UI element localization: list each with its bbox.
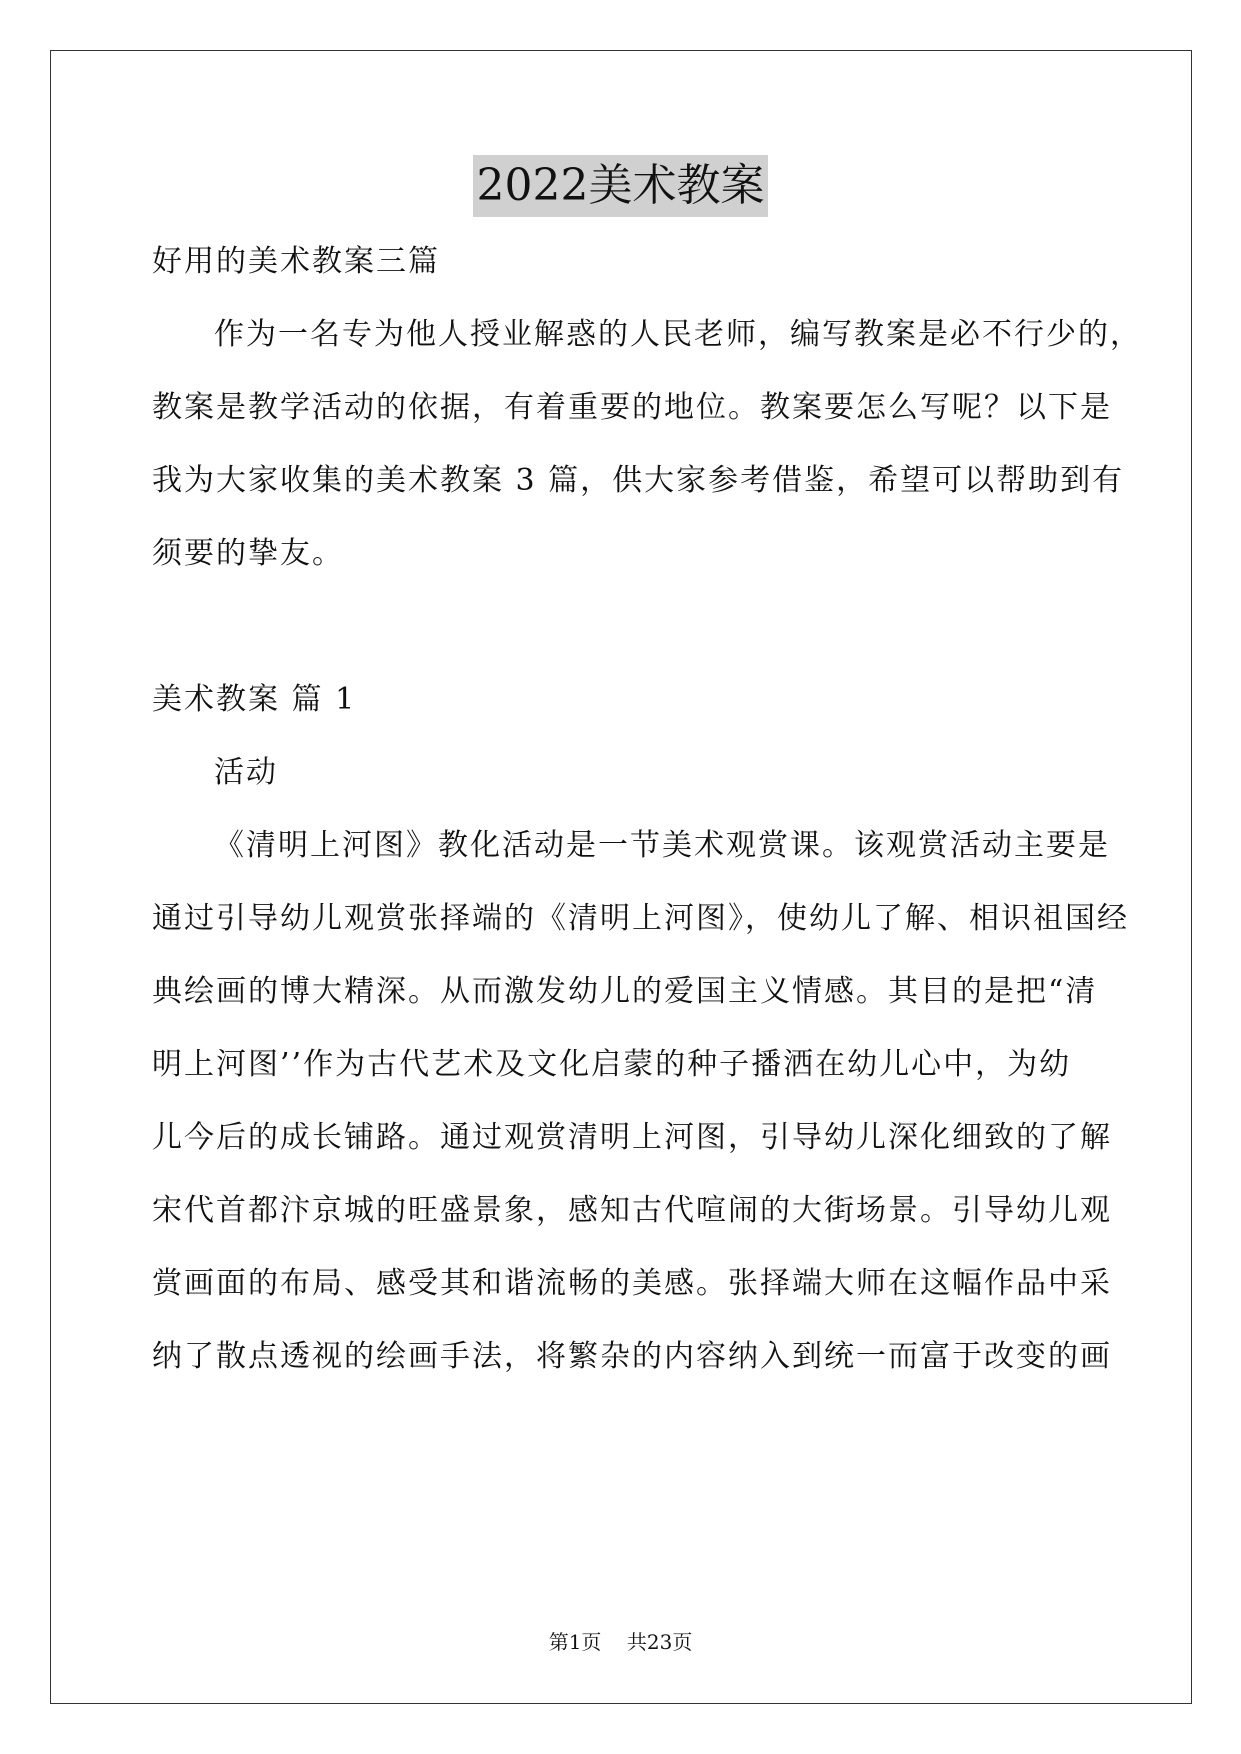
document-title: 2022美术教案 (473, 155, 769, 217)
body-line-4: 明上河图’’作为古代艺术及文化启蒙的种子播洒在幼儿心中，为幼 (152, 1047, 1072, 1082)
page-number: 1 (568, 1630, 582, 1654)
total-label-prefix: 共 (626, 1630, 647, 1654)
body-line-7: 赏画面的布局、感受其和谐流畅的美感。张择端大师在这幅作品中采 (152, 1266, 1112, 1301)
page-footer (0, 1628, 1241, 1656)
body-line-1: 《清明上河图》教化活动是一节美术观赏课。该观赏活动主要是 (214, 828, 1110, 863)
intro-line-4: 须要的挚友。 (152, 536, 344, 571)
page-label-suffix: 页 (581, 1630, 602, 1654)
body-line-8: 纳了散点透视的绘画手法，将繁杂的内容纳入到统一而富于改变的画 (152, 1339, 1112, 1374)
body-line-2: 通过引导幼儿观赏张择端的《清明上河图》，使幼儿了解、相识祖国经 (152, 901, 1129, 936)
section-heading: 美术教案 篇 1 (152, 682, 357, 717)
body-line-5: 儿今后的成长铺路。通过观赏清明上河图，引导幼儿深化细致的了解 (152, 1120, 1112, 1155)
page-border (50, 50, 1192, 1704)
body-line-6: 宋代首都汴京城的旺盛景象，感知古代喧闹的大街场景。引导幼儿观 (152, 1193, 1112, 1228)
total-pages: 23 (646, 1630, 673, 1654)
total-label-suffix: 页 (672, 1630, 693, 1654)
page-label-prefix: 第 (548, 1630, 569, 1654)
intro-line-3: 我为大家收集的美术教案 3 篇，供大家参考借鉴，希望可以帮助到有 (152, 463, 1125, 498)
intro-line-2: 教案是教学活动的依据，有着重要的地位。教案要怎么写呢？以下是 (152, 390, 1112, 425)
activity-label: 活动 (214, 755, 278, 790)
title-container (0, 155, 1241, 217)
intro-line-1: 作为一名专为他人授业解惑的人民老师，编写教案是必不行少的， (214, 317, 1142, 352)
document-subtitle: 好用的美术教案三篇 (152, 244, 440, 279)
body-line-3: 典绘画的博大精深。从而激发幼儿的爱国主义情感。其目的是把“清 (152, 974, 1098, 1009)
